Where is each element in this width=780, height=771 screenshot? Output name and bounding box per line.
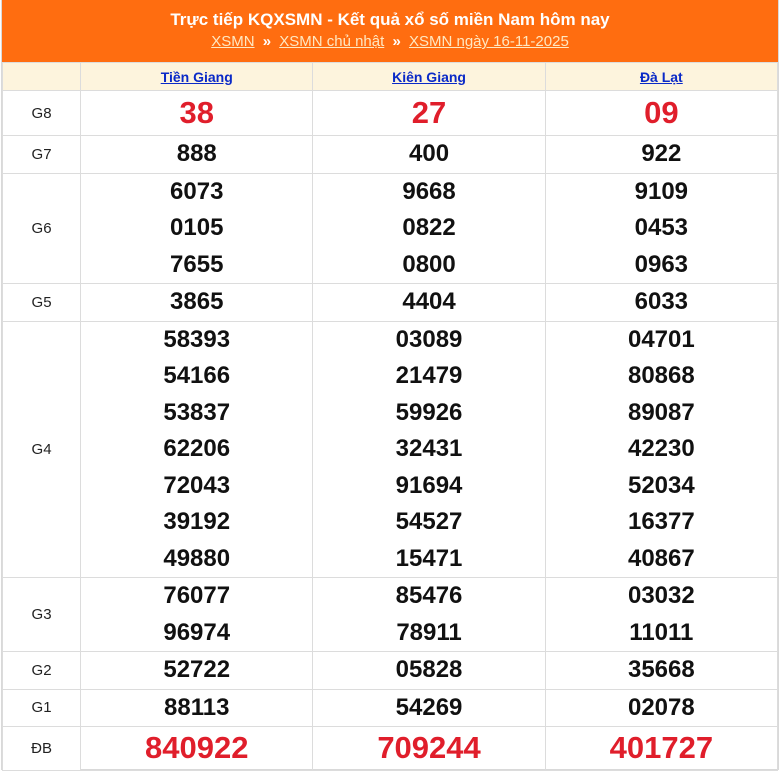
prize-cell (313, 284, 545, 322)
prize-cell (545, 284, 777, 322)
prize-number: 21479 (395, 362, 463, 389)
prize-number: 6073 (170, 177, 224, 205)
province-link-da-lat[interactable]: Đà Lạt (639, 68, 683, 85)
prize-cell (81, 578, 313, 652)
prize-cell (545, 321, 777, 578)
prize-number: 9668 (402, 177, 456, 205)
prize-cell (545, 91, 777, 136)
prize-number: 27 (411, 94, 447, 130)
prize-row-g3 (3, 578, 778, 652)
prize-number: 03032 (627, 582, 695, 609)
breadcrumb-separator: » (392, 33, 401, 50)
prize-number: 16377 (627, 508, 695, 535)
prize-number: 02078 (627, 693, 695, 721)
prize-cell (313, 321, 545, 578)
prize-number: 42230 (627, 435, 695, 462)
prize-number: 32431 (395, 435, 463, 462)
prize-cell (545, 136, 777, 174)
prize-cell (313, 689, 545, 727)
breadcrumb-xsmn-sunday-link[interactable]: XSMN chủ nhật (279, 33, 385, 50)
prize-cell (313, 173, 545, 284)
prize-label: G1 (3, 689, 81, 727)
prize-cell (313, 578, 545, 652)
prize-number: 7655 (170, 250, 224, 278)
prize-row-g5 (3, 284, 778, 322)
prize-number: 35668 (627, 656, 695, 683)
prize-cell (545, 652, 777, 690)
prize-cell (81, 689, 313, 727)
prize-cell (313, 91, 545, 136)
prize-number: 3865 (170, 288, 224, 315)
prize-label: G8 (3, 91, 81, 136)
breadcrumb-xsmn-link[interactable]: XSMN (211, 33, 255, 50)
province-link-tien-giang[interactable]: Tiền Giang (160, 68, 233, 85)
prize-cell (81, 652, 313, 690)
prize-cell (81, 91, 313, 136)
breadcrumb-separator: » (262, 33, 272, 50)
prize-label: G6 (3, 173, 81, 284)
prize-row-g7 (3, 136, 778, 174)
prize-number: 76077 (163, 582, 231, 609)
province-link-kien-giang[interactable]: Kiên Giang (392, 68, 466, 85)
province-header (545, 63, 777, 91)
prize-number: 54269 (395, 693, 463, 721)
prize-number: 80868 (627, 362, 695, 389)
prize-number: 9109 (634, 177, 689, 205)
prize-label: G4 (3, 321, 81, 578)
prize-number: 39192 (163, 508, 231, 535)
prize-number: 400 (409, 140, 450, 167)
prize-label: G2 (3, 652, 81, 690)
results-table (2, 62, 778, 771)
prize-row-g2 (3, 652, 778, 690)
prize-cell (313, 652, 545, 690)
prize-number: 54527 (395, 508, 463, 535)
prize-cell (81, 321, 313, 578)
prize-number: 0963 (634, 250, 689, 278)
prize-row-g4 (3, 321, 778, 578)
prize-number: 62206 (163, 435, 231, 462)
prize-number: 888 (176, 140, 217, 167)
breadcrumb-xsmn-date-link[interactable]: XSMN ngày 16-11-2025 (408, 33, 569, 50)
prize-cell (545, 727, 777, 771)
province-header-row (3, 63, 778, 91)
prize-cell (313, 136, 545, 174)
prize-number: 4404 (402, 288, 456, 315)
page-title: Trực tiếp KQXSMN - Kết quả xổ số miền Nam hôm nay (170, 10, 610, 29)
province-header (81, 63, 313, 91)
prize-label: G3 (3, 578, 81, 652)
prize-label: G7 (3, 136, 81, 174)
prize-row-g1 (3, 689, 778, 727)
prize-number: 38 (179, 94, 214, 130)
prize-number: 88113 (164, 693, 230, 721)
prize-row-g8 (3, 91, 778, 136)
prize-number: 05828 (395, 656, 463, 683)
prize-number: 0453 (634, 214, 689, 241)
prize-number: 04701 (627, 325, 695, 353)
results-panel (1, 0, 779, 770)
prize-number: 72043 (163, 471, 231, 499)
province-header (313, 63, 545, 91)
prize-row-g6 (3, 173, 778, 284)
prize-number: 89087 (627, 398, 695, 426)
prize-row-db (3, 727, 778, 771)
prize-number: 03089 (395, 325, 463, 353)
prize-number: 91694 (395, 471, 463, 499)
prize-number: 78911 (396, 618, 462, 646)
prize-number: 59926 (395, 398, 463, 426)
header-corner-cell (3, 63, 81, 91)
prize-cell (313, 727, 545, 771)
prize-number: 0105 (170, 214, 224, 241)
prize-number: 15471 (395, 544, 463, 572)
prize-number: 6033 (634, 288, 689, 315)
prize-cell (545, 173, 777, 284)
prize-cell (81, 284, 313, 322)
prize-cell (81, 136, 313, 174)
prize-label: G5 (3, 284, 81, 322)
prize-cell (545, 689, 777, 727)
prize-cell (81, 727, 313, 771)
special-prize-number: 401727 (609, 730, 714, 766)
prize-number: 85476 (395, 582, 463, 609)
results-header (2, 0, 778, 62)
prize-number: 922 (641, 140, 682, 167)
prize-number: 96974 (163, 618, 231, 646)
breadcrumb (2, 31, 778, 52)
special-prize-number: 709244 (377, 730, 481, 766)
prize-number: 53837 (163, 398, 231, 426)
prize-label: ĐB (3, 727, 81, 771)
special-prize-number: 840922 (145, 730, 249, 766)
prize-number: 52722 (163, 656, 231, 683)
prize-number: 09 (644, 94, 679, 130)
prize-number: 11011 (629, 618, 694, 646)
prize-cell (81, 173, 313, 284)
prize-number: 0800 (402, 250, 456, 278)
prize-number: 52034 (627, 471, 695, 499)
prize-cell (545, 578, 777, 652)
prize-number: 49880 (163, 544, 231, 572)
prize-number: 0822 (402, 214, 456, 241)
prize-number: 58393 (163, 325, 231, 353)
prize-number: 40867 (627, 544, 695, 572)
prize-number: 54166 (163, 362, 231, 389)
